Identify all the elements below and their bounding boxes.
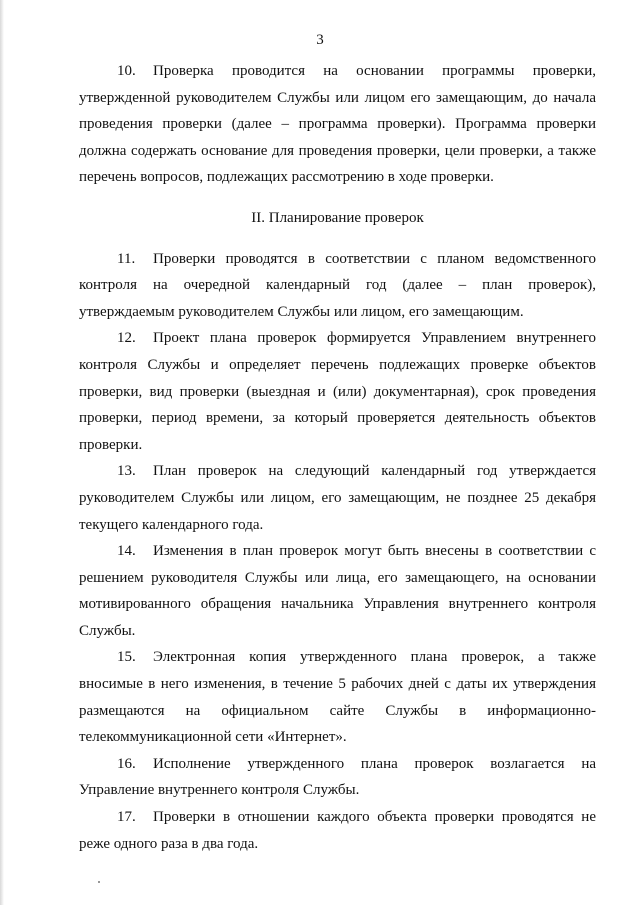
paragraph-10 [79,58,596,191]
paragraph-17 [79,804,596,857]
paragraph-13 [79,458,596,538]
paragraph-number: 12. [117,330,136,347]
paragraph-number: 14. [117,543,136,560]
paragraph-15 [79,644,596,750]
page-edge [0,0,4,905]
paragraph-number: 11. [117,250,136,267]
paragraph-text: Изменения в план проверок могут быть внесены в соответствии с решением руководителя Службы или лица, его замещающего, на основании мотивированного обращения начальника Управления внутреннего контроля Службы. [79,543,596,639]
section-heading: II. Планирование проверок [251,209,424,226]
page-number: 3 [316,32,324,48]
paragraph-number: 17. [117,809,136,826]
paragraph-11 [79,246,596,326]
paragraph-number: 16. [117,755,136,772]
paragraph-text: Проверки в отношении каждого объекта проверки проводятся не реже одного раза в два года. [79,809,596,852]
scan-speck [98,881,100,883]
document-body [79,58,596,857]
paragraph-16 [79,751,596,804]
paragraph-text: Электронная копия утвержденного плана проверок, а также вносимые в него изменения, в течение 5 рабочих дней с даты их утверждения размещаются на официальном сайте Службы в информационно-телекоммуникационной сети «Интернет». [79,649,596,746]
paragraph-text: Проверки проводятся в соответствии с планом ведомственного контроля на очередной календарный год (далее – план проверок), утверждаемым руководителем Службы или лицом, его замещающим. [79,250,596,320]
paragraph-number: 10. [117,63,136,79]
paragraph-12 [79,325,596,458]
paragraph-text: Исполнение утвержденного плана проверок возлагается на Управление внутреннего контроля Службы. [79,755,596,799]
paragraph-text: Проверка проводится на основании программы проверки, утвержденной руководителем Службы или лицом его замещающим, до начала проведения проверки (далее – программа проверки). Программа проверки должна содержать основание для проведения проверки, цели проверки, а также перечень вопросов, подлежащих рассмотрению в ходе проверки. [79,63,596,186]
paragraph-text: Проект плана проверок формируется Управлением внутреннего контроля Службы и определяет перечень подлежащих проверке объектов проверки, вид проверки (выездная и (или) документарная), срок проведения проверки, период времени, за который проверяется деятельность объектов проверки. [79,330,596,453]
paragraph-number: 15. [117,649,136,666]
paragraph-14 [79,538,596,644]
paragraph-number: 13. [117,463,136,480]
paragraph-text: План проверок на следующий календарный год утверждается руководителем Службы или лицом, его замещающим, не позднее 25 декабря текущего календарного года. [79,463,596,533]
